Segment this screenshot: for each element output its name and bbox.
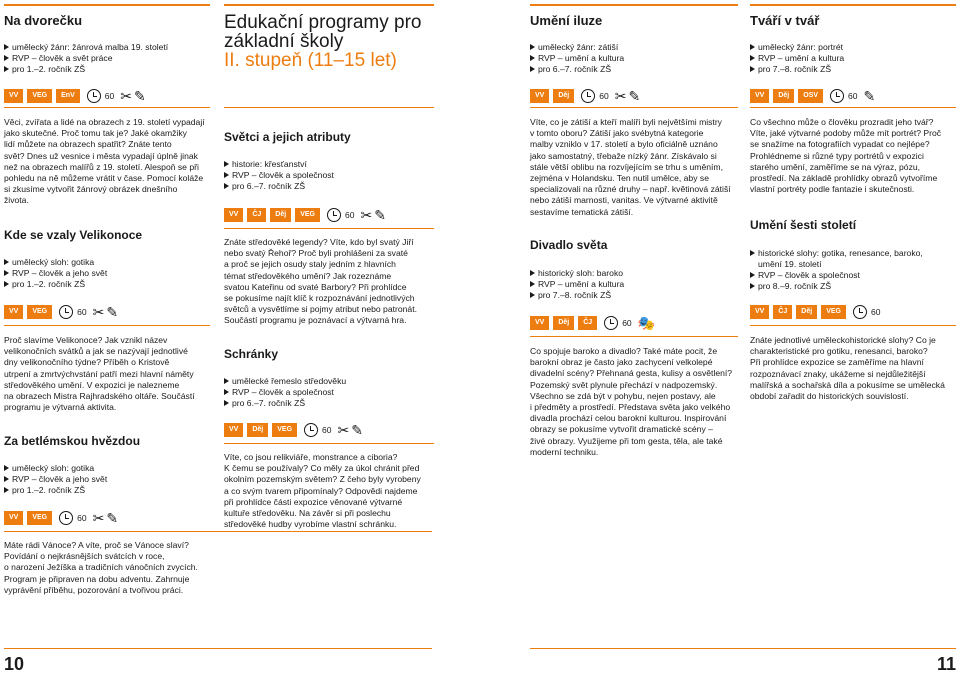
text-line: Znáte středověké legendy? Víte, kdo byl svatý Jiří — [224, 237, 414, 247]
subject-tag: VV — [750, 89, 769, 103]
bullet-item — [4, 279, 107, 290]
text-line: K čemu se používaly? Co měly za úkol chránit před — [224, 463, 420, 474]
scissors-icon: ✂ — [120, 88, 132, 104]
clock-icon — [853, 305, 867, 319]
text-line: jako samostatný, třebaže nízký žánr. Získávalo si — [530, 150, 717, 161]
column-rule — [224, 107, 434, 108]
theatre-masks-icon: 🎭 — [637, 315, 656, 331]
text-line: svatou Kateřinu od svaté Barbory? Při prohlídce — [224, 281, 407, 292]
subject-tag: VEG — [272, 423, 297, 437]
text-line: Víte, co jsou relikviáře, monstrance a ciboria? — [224, 452, 398, 462]
subject-tag: Děj — [796, 305, 817, 319]
subject-tag: OSV — [798, 89, 823, 103]
bullet-text: pro 8.–9. ročník ZŠ — [758, 281, 832, 291]
text-line: specializovali na různé druhy – např. květinová zátiší — [530, 184, 731, 195]
text-line: Program je připraven na dobu adventu. Zahrnuje — [4, 573, 190, 584]
text-line: živé obrazy. Využijeme při tom gesta, těla, ale také — [530, 435, 723, 446]
bullet-text: pro 6.–7. ročník ZŠ — [232, 181, 306, 191]
program-tags — [750, 304, 886, 320]
subject-tag: VV — [4, 305, 23, 319]
clock-icon — [327, 208, 341, 222]
text-line: programu je výtvarná aktivita. — [4, 402, 117, 413]
program-tags — [750, 88, 877, 104]
bullet-item — [4, 42, 168, 53]
text-line: Víte, jaké výtvarné podoby může mít portrét? Proč — [750, 128, 942, 139]
text-line: 60 — [345, 210, 355, 220]
bullet-item — [4, 485, 107, 496]
description — [4, 540, 224, 596]
bullet-arrow-icon — [4, 476, 9, 482]
bullet-arrow-icon — [750, 272, 755, 278]
text-line: divadelní scény? Přehnaná gesta, kulisy a osvětlení? — [530, 368, 733, 379]
duration — [304, 423, 331, 437]
column-rule — [530, 107, 738, 108]
column-rule — [224, 4, 434, 6]
bullet-text: RVP – člověk a svět práce — [12, 53, 113, 63]
section-title: Kde se vzaly Velikonoce — [4, 228, 143, 242]
column-rule — [4, 325, 210, 326]
bullet-arrow-icon — [4, 44, 9, 50]
scissors-icon: ✂ — [360, 207, 373, 223]
bullet-item — [4, 474, 107, 485]
bullet-item — [4, 257, 107, 268]
text-line: základní školy — [224, 31, 344, 52]
bullet-item — [750, 64, 844, 75]
bullet-text: RVP – člověk a jeho svět — [12, 474, 108, 484]
text-line: barokní obraz je často jako zachycení velkolepé — [530, 357, 713, 368]
bullet-arrow-icon — [224, 400, 229, 406]
program-tags — [4, 88, 148, 104]
bullet-arrow-icon — [4, 55, 9, 61]
text-line: než na obrazech malířů z 19. století. Alespoň se při — [4, 161, 199, 172]
text-line: malířská a sochařská díla a pokusíme se umělecká — [750, 379, 945, 390]
description — [4, 335, 214, 413]
text-line: kultuře středověku. Na závěr si při poslechu — [224, 508, 391, 519]
text-line: Při prohlídce expozice se zaměříme na hlavní — [750, 357, 924, 368]
bullet-list — [750, 248, 923, 292]
text-line: o narození Ježíška a tradičních vánočních zvycích. — [4, 562, 198, 573]
bullet-item — [530, 290, 624, 301]
bullet-arrow-icon — [4, 465, 9, 471]
clock-icon — [581, 89, 595, 103]
bullet-arrow-icon — [750, 55, 755, 61]
bullet-item — [4, 463, 107, 474]
bullet-list — [4, 257, 107, 290]
clock-icon — [604, 316, 618, 330]
bullet-arrow-icon — [750, 44, 755, 50]
clock-icon — [830, 89, 844, 103]
clock-icon — [59, 305, 73, 319]
text-line: 60 — [622, 318, 632, 328]
text-line: II. stupeň (11–15 let) — [224, 50, 397, 71]
section-title: Světci a jejich atributy — [224, 130, 351, 144]
subject-tag: VV — [224, 208, 243, 222]
bullet-item — [224, 159, 334, 170]
subject-tag: VEG — [295, 208, 320, 222]
bullet-list — [530, 268, 624, 301]
description — [530, 346, 745, 458]
text-line: Prohlédneme si různé typy portrétů v expozici — [750, 150, 924, 161]
bullet-arrow-icon — [530, 44, 535, 50]
bullet-item — [224, 398, 346, 409]
duration — [59, 511, 86, 525]
footer-rule — [4, 648, 432, 649]
text-line: stále větší oblibu na rozvíjejícím se trhu s uměním, — [530, 161, 723, 172]
pencil-icon: ✎ — [863, 88, 876, 104]
scissors-icon: ✂ — [92, 304, 105, 320]
section-title: Umění šesti století — [750, 218, 857, 232]
text-line: na obrazech Mistra Rajhradského oltáře. Součástí — [4, 391, 195, 402]
bullet-item — [750, 53, 844, 64]
page-heading — [224, 13, 422, 70]
bullet-text: umělecký žánr: žánrová malba 19. století — [12, 42, 169, 52]
scissors-icon: ✂ — [614, 88, 627, 104]
column-rule — [4, 4, 210, 6]
bullet-text: RVP – člověk a společnost — [232, 387, 334, 397]
bullet-item — [750, 248, 923, 259]
bullet-arrow-icon — [530, 55, 535, 61]
subject-tag: VV — [224, 423, 243, 437]
pencil-icon: ✎ — [351, 422, 363, 438]
description — [530, 117, 745, 218]
pencil-icon: ✎ — [133, 88, 146, 104]
bullet-arrow-icon — [4, 487, 9, 493]
section-title: Umění iluze — [530, 13, 603, 28]
text-line: jako skutečné. Proč tomu tak je? Jaké okamžiky — [4, 128, 187, 139]
section-title: Schránky — [224, 347, 279, 361]
text-line: se snažíme na fotografiích vypadat co nejlépe? — [750, 139, 930, 150]
bullet-arrow-icon — [4, 270, 9, 276]
text-line: 60 — [77, 307, 87, 317]
description — [4, 117, 214, 207]
program-tags — [224, 207, 388, 223]
section-title: Divadlo světa — [530, 238, 608, 252]
subject-tag: VV — [750, 305, 769, 319]
text-line: i předměty a prostředí. Představa světa jako velkého — [530, 402, 731, 413]
description — [224, 237, 439, 327]
bullet-item — [4, 268, 107, 279]
bullet-list — [4, 42, 168, 75]
section-title: Tváří v tvář — [750, 13, 820, 28]
bullet-item — [530, 268, 624, 279]
text-line: starého umění, zaměříme se na výraz, pózu, — [750, 161, 921, 172]
subject-tag: Děj — [773, 89, 794, 103]
pencil-icon: ✎ — [374, 207, 386, 223]
text-line: středověkého umění. V expozici je nalezneme — [4, 379, 180, 390]
description — [750, 335, 960, 402]
subject-tag: VEG — [821, 305, 846, 319]
bullet-arrow-icon — [4, 281, 9, 287]
text-line: Edukační programy pro — [224, 12, 422, 33]
column-rule — [750, 4, 956, 6]
program-tags — [530, 315, 657, 331]
column-rule — [750, 325, 956, 326]
text-line: vlastní portréty podle fantazie i skutečnosti. — [750, 184, 915, 195]
text-line: a proč se jejich osudy staly jedním z hlavních — [224, 259, 396, 270]
bullet-arrow-icon — [224, 161, 229, 167]
column-rule — [4, 107, 210, 108]
bullet-arrow-icon — [530, 66, 535, 72]
duration — [604, 316, 631, 330]
duration — [327, 208, 354, 222]
bullet-list — [224, 376, 346, 409]
bullet-arrow-icon — [750, 283, 755, 289]
page-number-right: 11 — [936, 654, 956, 674]
text-line: Víte, co je zátiší a kteří malíři byli největšími mistry — [530, 117, 722, 127]
bullet-item — [530, 42, 624, 53]
bullet-arrow-icon — [224, 389, 229, 395]
text-line: světců a vysvětlíme si pojmy atribut nebo patronát. — [224, 304, 417, 315]
bullet-text: historický sloh: baroko — [538, 268, 624, 278]
bullet-text: pro 1.–2. ročník ZŠ — [12, 64, 86, 74]
text-line: prostředí. Na základě prohlídky obrazů vytvoříme — [750, 173, 938, 184]
subject-tag: VV — [530, 316, 549, 330]
text-line: malby vzniklo v 17. století a bylo oficiálně uznáno — [530, 139, 718, 150]
bullet-arrow-icon — [224, 183, 229, 189]
column-rule — [4, 531, 432, 532]
bullet-item — [4, 64, 168, 75]
subject-tag: VV — [4, 511, 23, 525]
text-line: nebo zátiší marnosti, vanitas. Ve výtvarné aktivitě — [530, 195, 718, 206]
scissors-icon: ✂ — [337, 422, 350, 438]
bullet-item — [224, 170, 334, 181]
clock-icon — [59, 511, 73, 525]
program-tags — [4, 304, 120, 320]
bullet-arrow-icon — [530, 281, 535, 287]
column-rule — [224, 228, 434, 229]
subject-tag: VEG — [27, 511, 52, 525]
footer-rule — [530, 648, 956, 649]
text-line: při prohlídce části expozice věnované výtvarné — [224, 496, 403, 507]
bullet-item — [224, 387, 346, 398]
bullet-text: RVP – umění a kultura — [538, 53, 625, 63]
bullet-item — [530, 279, 624, 290]
bullet-list — [224, 159, 334, 192]
text-line: charakteristické pro gotiku, renesanci, baroko? — [750, 346, 928, 357]
bullet-list — [750, 42, 844, 75]
text-line: období zařadit do historických souvislostí. — [750, 391, 909, 402]
duration — [59, 305, 86, 319]
subject-tag: VV — [4, 89, 23, 103]
scissors-icon: ✂ — [92, 510, 105, 526]
bullet-item — [750, 270, 923, 281]
bullet-arrow-icon — [530, 292, 535, 298]
bullet-arrow-icon — [750, 250, 755, 256]
bullet-text: umění 19. století — [758, 259, 822, 269]
bullet-text: RVP – člověk a společnost — [232, 170, 334, 180]
text-line: Věci, zvířata a lidé na obrazech z 19. století vypadají — [4, 117, 205, 127]
text-line: dny velikonočního týdne? Příběh o Kristově — [4, 357, 170, 368]
bullet-item — [530, 53, 624, 64]
subject-tag: ČJ — [578, 316, 597, 330]
text-line: Proč slavíme Velikonoce? Jak vznikl název — [4, 335, 168, 345]
text-line: divadla prochází celou barokní kulturou. Inspirování — [530, 413, 727, 424]
bullet-text: pro 6.–7. ročník ZŠ — [538, 64, 612, 74]
text-line: života. — [4, 195, 29, 206]
section-title: Za betlémskou hvězdou — [4, 434, 141, 448]
bullet-text: historie: křesťanství — [232, 159, 307, 169]
bullet-text: RVP – člověk a společnost — [758, 270, 860, 280]
duration — [87, 89, 114, 103]
bullet-text: RVP – umění a kultura — [758, 53, 845, 63]
text-line: pohledu na ně můžeme vrátit v čase. Pomocí koláže — [4, 173, 204, 184]
text-line: 60 — [848, 91, 858, 101]
bullet-item — [4, 53, 168, 64]
bullet-text: umělecký sloh: gotika — [12, 257, 95, 267]
section-title: Na dvorečku — [4, 13, 83, 28]
program-tags — [224, 422, 365, 438]
bullet-arrow-icon — [4, 66, 9, 72]
text-line: 60 — [104, 91, 115, 101]
text-line: v tomto oboru? Zátiší jako svébytná kategorie — [530, 128, 704, 139]
text-line: obrazy se pokusíme vytvořit dramatické scény – — [530, 424, 713, 435]
pencil-icon: ✎ — [106, 510, 119, 526]
subject-tag: Děj — [270, 208, 291, 222]
text-line: utrpení a zmrtvýchvstání patří mezi hlavní náměty — [4, 368, 194, 379]
column-rule — [224, 443, 434, 444]
text-line: 60 — [77, 513, 87, 523]
program-tags — [530, 88, 642, 104]
page-number-left: 10 — [4, 654, 25, 674]
bullet-arrow-icon — [530, 270, 535, 276]
text-line: Součástí programu je poznávací a výtvarná hra. — [224, 315, 407, 326]
text-line: okolním pozemským světem? Z čeho byly vyrobeny — [224, 474, 421, 485]
pencil-icon: ✎ — [106, 304, 119, 320]
description — [750, 117, 960, 195]
subject-tag: EnV — [56, 89, 80, 103]
bullet-item — [224, 376, 346, 387]
subject-tag: ČJ — [773, 305, 792, 319]
text-line: středověké hudby vyrobíme vlastní schránku. — [224, 519, 397, 530]
text-line: vyprávění příběhu, pozorování a tvořivou práci. — [4, 584, 184, 595]
text-line: nebo svatý Řehoř? Proč byli prohlášeni za svaté — [224, 248, 408, 259]
bullet-text: RVP – umění a kultura — [538, 279, 625, 289]
program-tags — [4, 510, 120, 526]
bullet-item — [530, 64, 624, 75]
subject-tag: Děj — [553, 89, 574, 103]
bullet-text: pro 1.–2. ročník ZŠ — [12, 279, 86, 289]
subject-tag: VEG — [27, 305, 52, 319]
bullet-arrow-icon — [750, 66, 755, 72]
bullet-text: pro 7.–8. ročník ZŠ — [538, 290, 612, 300]
text-line: Pozemský svět plynule přechází v nadpozemský. — [530, 379, 718, 390]
bullet-text: umělecký žánr: zátiší — [538, 42, 619, 52]
text-line: a co svým tvarem připomínaly? Odpovědi najdeme — [224, 485, 418, 496]
subject-tag: ČJ — [247, 208, 266, 222]
bullet-item — [224, 181, 334, 192]
duration — [581, 89, 608, 103]
bullet-item — [750, 281, 923, 292]
subject-tag: VEG — [27, 89, 52, 103]
column-rule — [530, 4, 738, 6]
text-line: 60 — [322, 425, 332, 435]
text-line: svět? Dnes už vesnice i města vypadají úplně jinak — [4, 150, 198, 161]
text-line: se pokusíme najít klíč k rozpoznávání jednotlivých — [224, 293, 415, 304]
text-line: velikonočních svátků a jak se nazývají jednotlivé — [4, 346, 188, 357]
duration — [830, 89, 857, 103]
text-line: 60 — [599, 91, 609, 101]
bullet-text: historické slohy: gotika, renesance, baroko, — [758, 248, 923, 258]
text-line: rozpoznávací znaky, ukážeme si nejdůležitější — [750, 368, 926, 379]
bullet-text: pro 7.–8. ročník ZŠ — [758, 64, 832, 74]
clock-icon — [304, 423, 318, 437]
bullet-item — [750, 42, 844, 53]
text-line: témat středověkého umění? Jak rozeznáme — [224, 270, 392, 281]
column-rule — [750, 107, 956, 108]
text-line: Všechno se zdá být v pohybu, nejen postavy, ale — [530, 390, 716, 401]
pencil-icon: ✎ — [628, 88, 641, 104]
bullet-text: umělecké řemeslo středověku — [232, 376, 347, 386]
text-line: Co všechno může o člověku prozradit jeho tvář? — [750, 117, 934, 127]
duration — [853, 305, 880, 319]
text-line: Máte rádi Vánoce? A víte, proč se Vánoce slaví? — [4, 540, 189, 550]
bullet-arrow-icon — [224, 378, 229, 384]
clock-icon — [87, 89, 101, 103]
subject-tag: Děj — [247, 423, 268, 437]
text-line: Povídání o nejkrásnějších svátcích v roce, — [4, 551, 165, 562]
text-line: si zkusíme vytvořit žánrový obrázek dnešního — [4, 184, 178, 195]
text-line: Znáte jednotlivé uměleckohistorické slohy? Co je — [750, 335, 936, 345]
text-line: Co spojuje baroko a divadlo? Také máte pocit, že — [530, 346, 718, 356]
bullet-text: pro 6.–7. ročník ZŠ — [232, 398, 306, 408]
subject-tag: VV — [530, 89, 549, 103]
bullet-arrow-icon — [4, 259, 9, 265]
subject-tag: Děj — [553, 316, 574, 330]
bullet-list — [530, 42, 624, 75]
text-line: zejména v Holandsku. Ten nutil umělce, aby se — [530, 173, 709, 184]
description — [224, 452, 439, 530]
bullet-list — [4, 463, 107, 496]
bullet-text: RVP – člověk a jeho svět — [12, 268, 108, 278]
text-line: 60 — [871, 307, 881, 317]
bullet-text: umělecký žánr: portrét — [758, 42, 844, 52]
column-rule — [530, 336, 738, 337]
text-line: lidí můžete na obrazech spatřit? Znáte tento — [4, 139, 172, 150]
bullet-text: pro 1.–2. ročník ZŠ — [12, 485, 86, 495]
text-line: moderní techniku. — [530, 446, 599, 457]
text-line: sestavíme tematická zátiší. — [530, 206, 634, 217]
bullet-text: umělecký sloh: gotika — [12, 463, 95, 473]
bullet-arrow-icon — [224, 172, 229, 178]
